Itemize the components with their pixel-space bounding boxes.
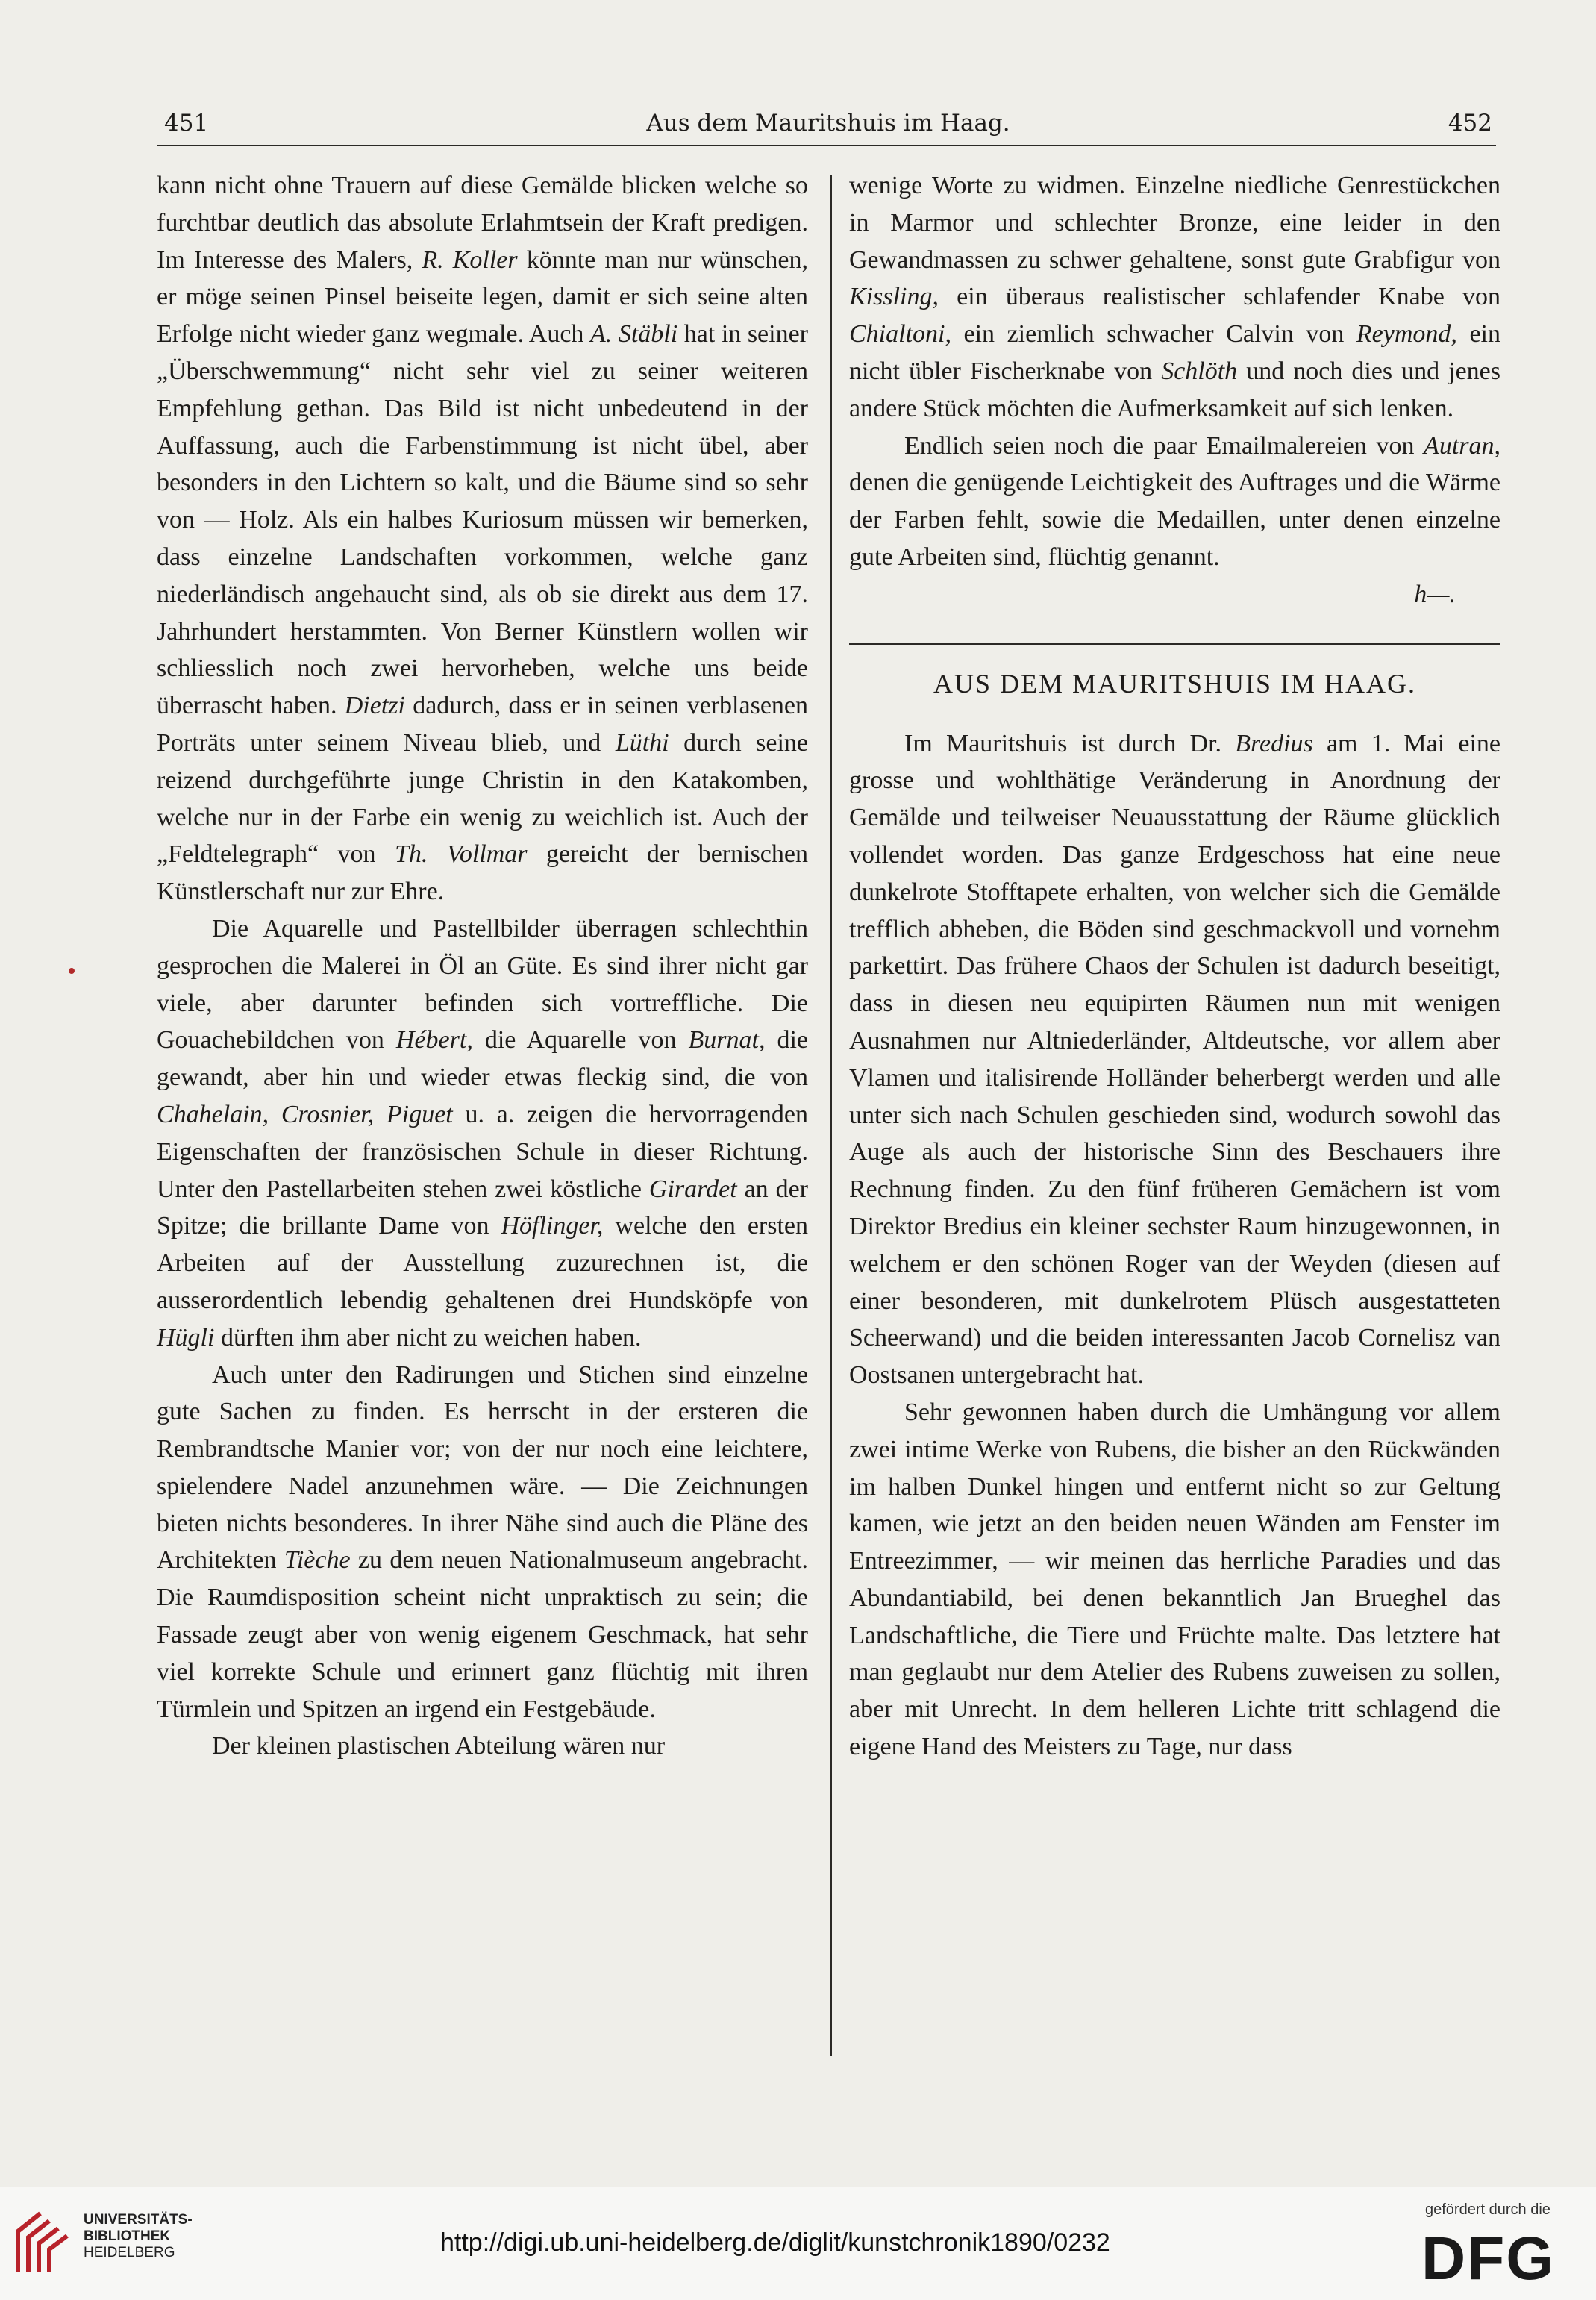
paragraph: Im Mauritshuis ist durch Dr. Bredius am 1. Mai eine grosse und wohlthätige Veränderung in Anordnung der Gemälde und teilweiser Neuausstattung der Räume glücklich vollendet worden. Das ganze Erdgeschoss hat eine neue dunkelrote Stofftapete erhalten, von welcher sich die Gemälde trefflich abheben, die Böden sind geschmackvoll und vornehm parkettirt. Das frühere Chaos der Schulen ist dadurch beseitigt, dass in diesen neu equipirten Räumen nun mit wenigen Ausnahmen nur Altniederländer, Altdeutsche, vor allem aber Vlamen und italisirende Holländer beherbergt werden und alle unter sich nach Schulen geschieden sind, wodurch sowohl das Auge als auch der historische Sinn des Beschauers ihre Rechnung finden. Zu den fünf früheren Gemächern ist vom Direktor Bredius ein kleiner sechster Raum hinzugewonnen, in welchem er den schönen Roger van der Weyden (diesen auf einer besonderen, mit dunkelrotem Plüsch ausgestatteten Scheerwand) und die beiden interessanten Jacob Cornelisz van Oostsanen untergebracht hat. [849,729,1500,1390]
artist-name: Chahelain, Crosnier, Piguet [157,1100,453,1128]
paragraph: wenige Worte zu widmen. Einzelne niedliche Genrestückchen in Marmor und schlechter Bronze, eine leider in den Gewandmassen zu schwer gehaltene, sonst gute Grabfigur von Kissling, ein überaus realistischer schlafender Knabe von Chialtoni, ein ziemlich schwacher Calvin von Reymond, ein nicht übler Fischerknabe von Schlöth und noch dies und jenes andere Stück möchten die Aufmerksamkeit auf sich lenken. [849,172,1501,422]
artist-name: Reymond, [1356,320,1457,349]
running-title: Aus dem Mauritshuis im Haag. [646,110,1010,137]
artist-name: Höflinger, [501,1212,604,1240]
header-rule [157,145,1496,146]
artist-name: Schlöth [1161,357,1238,385]
left-column [157,167,808,1765]
artist-name: Kissling, [849,283,939,311]
red-speck [69,968,75,974]
paragraph: Auch unter den Radirungen und Stichen sind einzelne gute Sachen zu finden. Es herrscht in der ersteren die Rembrandtsche Manier vor; von der nur noch eine leichtere, spielendere Nadel anzunehmen wäre. — Die Zeichnungen bieten nichts besonderes. In ihrer Nähe sind auch die Pläne des Architekten Tièche zu dem neuen Nationalmuseum angebracht. Die Raumdisposition scheint nicht unpraktisch zu sein; die Fassade zeugt aber von wenig eigenem Geschmack, hat sehr viel korrekte Schule und erinnert ganz flüchtig mit ihren Türmlein und Spitzen an irgend ein Festgebäude. [157,1360,808,1723]
artist-name: Girardet [648,1175,737,1203]
running-header [164,104,1492,142]
artist-name: Dietzi [344,692,405,720]
section-title: AUS DEM MAURITSHUIS IM HAAG. [933,668,1417,699]
funded-by-label: gefördert durch die [1425,2201,1550,2218]
artist-name: Burnat, [688,1026,766,1054]
page-number-right: 452 [1448,110,1492,137]
permalink-url[interactable]: http://digi.ub.uni-heidelberg.de/diglit/kunstchronik1890/0232 [440,2228,1110,2257]
footer-bar [0,2187,1596,2300]
artist-name: Autran, [1424,431,1500,460]
artist-name: Lüthi [615,728,669,757]
paragraph: kann nicht ohne Trauern auf diese Gemälde blicken welche so furchtbar deutlich das absolute Erlahmtsein der Kraft predigen. Im Interesse des Malers, R. Koller könnte man nur wünschen, er möge seinen Pinsel beiseite legen, damit er sich seine alten Erfolge nicht wieder ganz wegmale. Auch A. Stäbli hat in seiner „Überschwemmung“ nicht sehr viel zu seiner weiteren Empfehlung gethan. Das Bild ist nicht unbedeutend in der Auffassung, auch die Farbenstimmung ist nicht übel, aber besonders in den Lichtern so kalt, und die Bäume sind so sehr von — Holz. Als ein halbes Kuriosum müssen wir bemerken, dass einzelne Landschaften vorkommen, welche ganz niederländisch angehaucht sind, als ob sie direkt aus dem 17. Jahrhundert herstammten. Von Berner Künstlern wollen wir schliesslich noch zwei hervorheben, welche uns beide überrascht haben. Dietzi dadurch, dass er in seinen verblasenen Porträts unter seinem Niveau blieb, und Lüthi durch seine reizend durchgeführte junge Christin in den Katakomben, welche nur in der Farbe ein wenig zu weichlich ist. Auch der „Feldtelegraph“ von Th. Vollmar gereicht der bernischen Künstlerschaft nur zur Ehre. [157,172,809,906]
author-signature: h—. [1414,580,1456,608]
column-divider [830,175,832,2056]
artist-name: R. Koller [422,246,518,274]
artist-name: Hébert, [395,1026,473,1054]
section-rule [849,643,1500,645]
dfg-logo: DFG [1421,2225,1556,2293]
library-name: UNIVERSITÄTS- BIBLIOTHEK HEIDELBERG [84,2212,193,2260]
artist-name: Tièche [284,1546,351,1575]
person-name: Bredius [1235,729,1313,757]
artist-name: Hügli [157,1323,215,1351]
artist-name: Chialtoni, [849,320,951,349]
artist-name: Th. Vollmar [394,840,528,869]
paragraph: Endlich seien noch die paar Emailmalereien von Autran, denen die genügende Leichtigkeit des Auftrages und die Wärme der Farben fehlt, sowie die Medaillen, unter denen einzelne gute Arbeiten sind, flüchtig genannt. [849,431,1500,571]
paragraph: Der kleinen plastischen Abteilung wären nur [212,1732,666,1760]
library-logo-icon [13,2209,72,2276]
page-number-left: 451 [164,110,209,137]
paragraph: Die Aquarelle und Pastellbilder überragen schlechthin gesprochen die Malerei in Öl an Güte. Es sind ihrer nicht gar viele, aber darunter befinden sich vortreffliche. Die Gouachebildchen von Hébert, die Aquarelle von Burnat, die gewandt, aber hin und wieder etwas fleckig sind, die von Chahelain, Crosnier, Piguet u. a. zeigen die hervorragenden Eigenschaften der französischen Schule in dieser Richtung. Unter den Pastellarbeiten stehen zwei köstliche Girardet an der Spitze; die brillante Dame von Höflinger, welche den ersten Arbeiten auf der Ausstellung zuzurechnen ist, die ausserordentlich lebendig gehaltenen drei Hundsköpfe von Hügli dürften ihm aber nicht zu weichen haben. [157,914,809,1351]
artist-name: A. Stäbli [589,320,678,349]
paragraph: Sehr gewonnen haben durch die Umhängung vor allem zwei intime Werke von Rubens, die bisher an den Rückwänden im halben Dunkel hingen und entfernt nicht so zur Geltung kamen, wie jetzt an den beiden neuen Wänden am Fenster im Entreezimmer, — wir meinen das herrliche Paradies und das Abundantiabild, bei denen bekanntlich Jan Brueghel das Landschaftliche, die Tiere und Früchte malte. Das letztere hat man geglaubt nur dem Atelier des Rubens zuweisen zu sollen, aber mit Unrecht. In dem helleren Lichte tritt schlagend die eigene Hand des Meisters zu Tage, nur dass [849,1398,1500,1761]
right-column [849,167,1500,1766]
